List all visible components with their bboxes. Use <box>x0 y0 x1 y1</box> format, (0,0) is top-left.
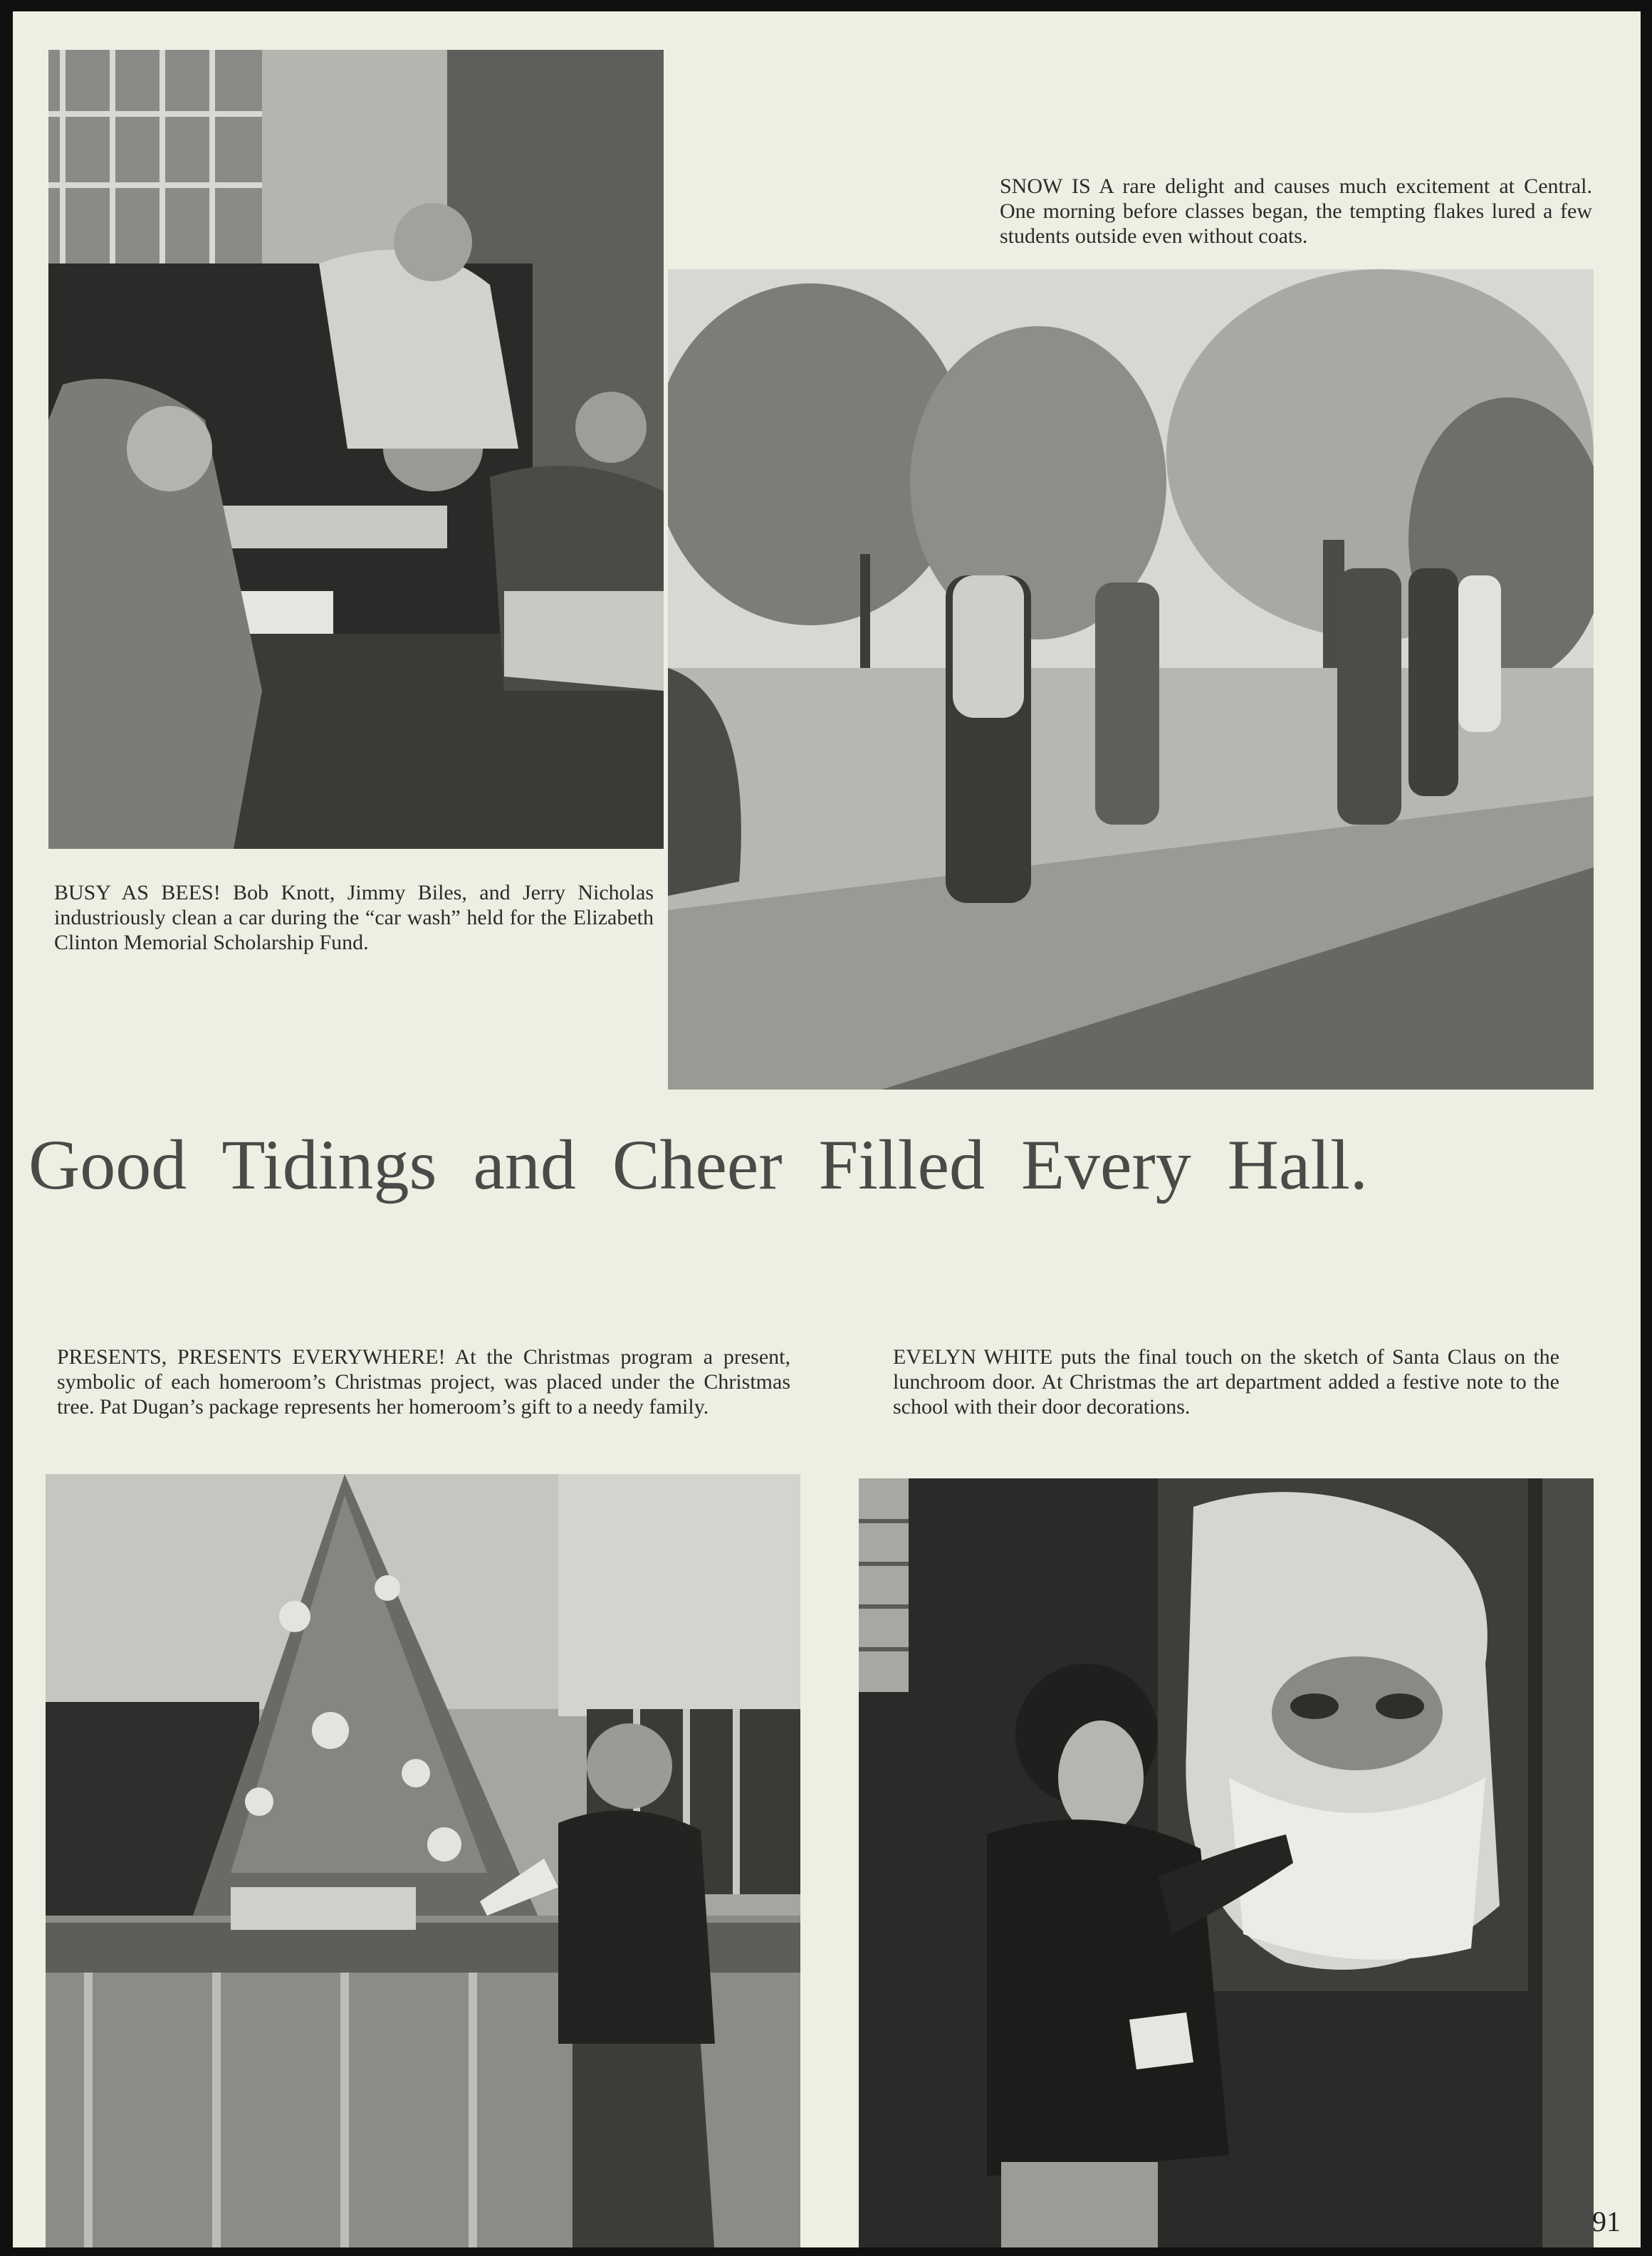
car-wash-photo <box>48 50 664 849</box>
page-number: 91 <box>1592 2205 1621 2237</box>
presents-caption: PRESENTS, PRESENTS EVERYWHERE! At the Christmas program a present, symbolic of each homeroom’s Christmas project, was placed under the Christmas tree. Pat Dugan’s package represents her homeroom’s gift to a needy family. <box>57 1345 790 1419</box>
busy-bees-caption: BUSY AS BEES! Bob Knott, Jimmy Biles, and Jerry Nicholas industriously clean a car during the “car wash” held for the Elizabeth Clinton Memorial Scholarship Fund. <box>54 881 654 954</box>
snow-photo <box>668 269 1594 1090</box>
yearbook-page <box>13 11 1641 2247</box>
snow-caption: SNOW IS A rare delight and causes much excitement at Central. One morning before classes began, the tempting flakes lured a few students outside even without coats. <box>1000 174 1592 248</box>
evelyn-white-caption: EVELYN WHITE puts the final touch on the sketch of Santa Claus on the lunchroom door. At Christmas the art department added a festive note to the school with their door decorations. <box>893 1345 1559 1419</box>
santa-door-photo <box>859 1478 1594 2247</box>
christmas-tree-photo <box>46 1474 800 2247</box>
page-headline: Good Tidings and Cheer Filled Every Hall. <box>28 1125 1368 1204</box>
